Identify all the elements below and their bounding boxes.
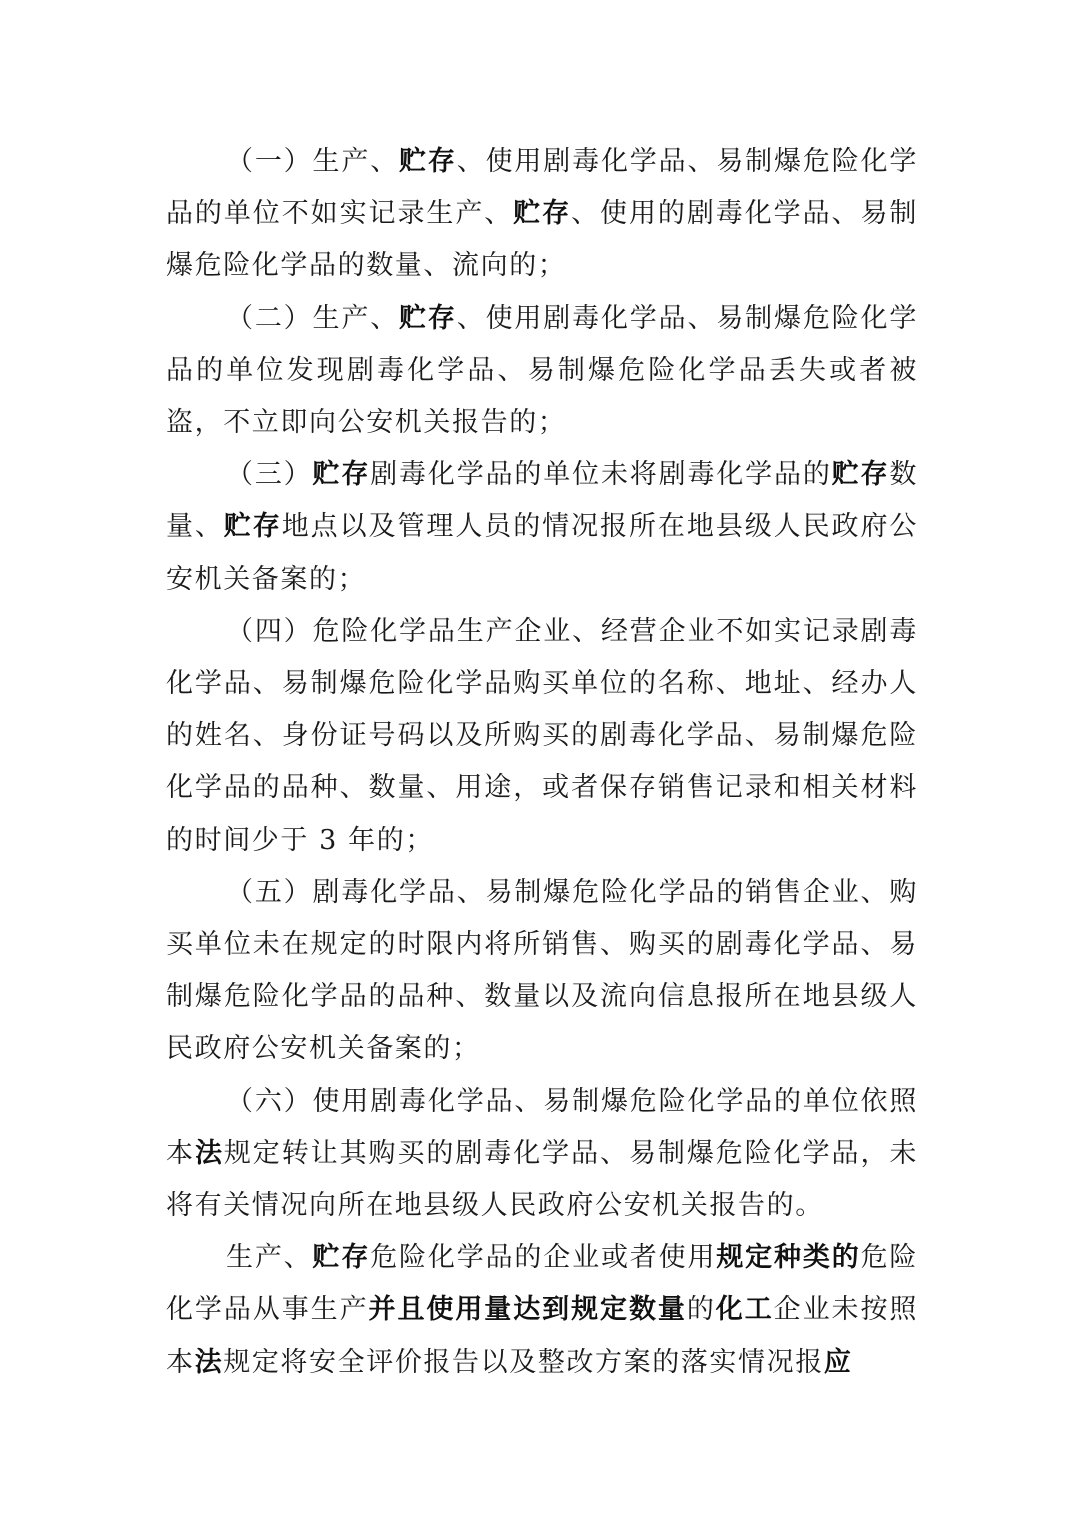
emphasized-text: 规定种类的	[716, 1242, 861, 1274]
text-segment: 剧毒化学品的单位未将剧毒化学品的	[370, 459, 832, 491]
body-text	[166, 136, 918, 1389]
text-segment: （二）生产、	[226, 302, 400, 334]
text-segment: （一）生产、	[226, 146, 400, 177]
emphasized-text: 贮存	[312, 459, 371, 491]
emphasized-text: 贮存	[831, 459, 890, 491]
paragraph	[166, 867, 918, 1076]
text-segment: 规定转让其购买的剧毒化学品、易制爆危险化学品，未将有关情况向所在地县级人民政府公安机关报告的。	[166, 1137, 918, 1222]
paragraph	[166, 1076, 918, 1233]
emphasized-text: 化工	[715, 1294, 774, 1326]
text-segment: （五）剧毒化学品、易制爆危险化学品的销售企业、购买单位未在规定的时限内将所销售、购买的剧毒化学品、易制爆危险化学品的品种、数量以及流向信息报所在地县级人民政府公安机关备案的；	[166, 876, 918, 1065]
text-segment: 、使用剧毒化学品、易制爆危险化学品的单位不如实记录生产、	[166, 146, 918, 230]
emphasized-text: 法	[194, 1137, 224, 1169]
emphasized-text: 贮存	[513, 198, 572, 230]
text-segment: （三）	[226, 459, 313, 491]
text-segment: 数量、	[166, 459, 918, 543]
emphasized-text: 并且使用量达到规定数量	[368, 1294, 687, 1326]
text-segment: 危险化学品从事生产	[166, 1242, 919, 1326]
text-segment: 、使用剧毒化学品、易制爆危险化学品的单位发现剧毒化学品、易制爆危险化学品丢失或者被盗，不立即向公安机关报告的；	[166, 302, 918, 439]
text-segment: （四）危险化学品生产企业、经营企业不如实记录剧毒化学品、易制爆危险化学品购买单位的名称、地址、经办人的姓名、身份证号码以及所购买的剧毒化学品、易制爆危险化学品的品种、数量、用途，或者保存销售记录和相关材料的时间少于 3 年的；	[166, 615, 918, 856]
paragraph	[166, 606, 918, 867]
text-segment: 规定将安全评价报告以及整改方案的落实情况报	[223, 1346, 824, 1378]
emphasized-text: 贮存	[312, 1242, 371, 1274]
paragraph	[166, 293, 918, 450]
paragraph	[166, 1232, 918, 1389]
text-segment: 危险化学品的企业或者使用	[370, 1242, 717, 1274]
emphasized-text: 贮存	[399, 146, 457, 177]
paragraph	[166, 136, 918, 293]
text-segment: 地点以及管理人员的情况报所在地县级人民政府公安机关备案的；	[166, 511, 918, 595]
paragraph	[166, 449, 918, 606]
text-segment: （六）使用剧毒化学品、易制爆危险化学品的单位依照本	[166, 1085, 918, 1169]
text-segment: 的	[686, 1294, 716, 1326]
text-segment: 企业未按照本	[166, 1294, 918, 1378]
emphasized-text: 法	[194, 1346, 224, 1378]
text-segment: 、使用的剧毒化学品、易制爆危险化学品的数量、流向的；	[166, 198, 919, 282]
emphasized-text: 应	[823, 1346, 853, 1378]
emphasized-text: 贮存	[223, 511, 282, 543]
text-segment: 生产、	[226, 1242, 313, 1274]
emphasized-text: 贮存	[399, 302, 457, 334]
